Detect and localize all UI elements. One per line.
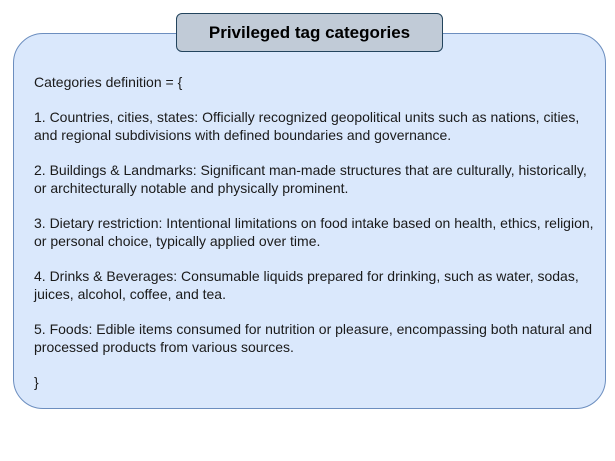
definition-closing: } — [34, 374, 39, 390]
definition-intro: Categories definition = { — [34, 74, 183, 90]
category-buildings: 2. Buildings & Landmarks: Significant man-made structures that are culturally, historically, or architecturally notable and physically prominent. — [34, 162, 587, 196]
title-box — [176, 13, 443, 52]
category-drinks: 4. Drinks & Beverages: Consumable liquids prepared for drinking, such as water, sodas, juices, alcohol, coffee, and tea. — [34, 268, 579, 302]
category-countries: 1. Countries, cities, states: Officially recognized geopolitical units such as nations, cities, and regional subdivisions with defined boundaries and governance. — [34, 109, 580, 143]
category-dietary: 3. Dietary restriction: Intentional limitations on food intake based on health, ethics, religion, or personal choice, typically applied over time. — [34, 215, 594, 249]
categories-content — [34, 73, 594, 391]
diagram-title: Privileged tag categories — [208, 22, 411, 42]
category-foods: 5. Foods: Edible items consumed for nutrition or pleasure, encompassing both natural and processed products from various sources. — [34, 321, 592, 355]
